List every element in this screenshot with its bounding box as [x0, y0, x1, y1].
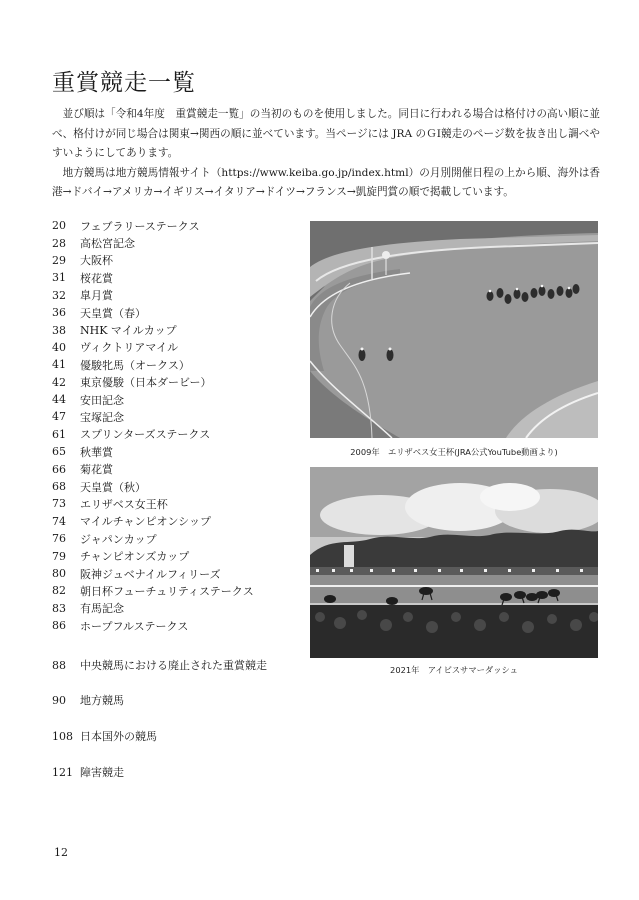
toc-page-number: 108 [52, 729, 73, 743]
toc-page-number: 90 [52, 693, 66, 707]
toc-race-name: 阪神ジュベナイルフィリーズ [80, 567, 221, 581]
toc-race-name: ヴィクトリアマイル [80, 341, 179, 355]
toc-row[interactable] [52, 304, 302, 321]
section-link-abolished[interactable] [52, 656, 302, 674]
toc-page-number: 66 [52, 462, 66, 476]
toc-race-name: 有馬記念 [80, 602, 124, 616]
toc-page-number: 76 [52, 532, 66, 546]
toc-row[interactable] [52, 356, 302, 373]
toc-row[interactable] [52, 339, 302, 356]
toc-race-name: NHK マイルカップ [80, 324, 177, 338]
toc-page-number: 86 [52, 619, 66, 633]
toc-row[interactable] [52, 217, 302, 234]
toc-section-name: 中央競馬における廃止された重賞競走 [80, 659, 267, 672]
toc-row[interactable] [52, 391, 302, 408]
toc-row[interactable] [52, 374, 302, 391]
toc-page-number: 88 [52, 658, 66, 672]
toc-row[interactable] [52, 287, 302, 304]
intro-text [52, 105, 600, 203]
intro-paragraph-1: 並び順は「令和4年度 重賞競走一覧」の当初のものを使用しました。同日に行われる場合は格付けの高い順に並べ、格付けが同じ場合は関東→関西の順に並べています。当ページには JRA のＧⅠ競走のページ数を抜き出し調べやすいようにしてあります。 [52, 108, 600, 159]
toc-race-name: 東京優駿（日本ダービー） [80, 376, 212, 390]
toc-race-name: 天皇賞（秋） [80, 480, 146, 494]
section-link-steeplechase[interactable] [52, 763, 302, 781]
toc-row[interactable] [52, 408, 302, 425]
toc-row[interactable] [52, 234, 302, 251]
toc-row[interactable] [52, 252, 302, 269]
toc-race-name: 優駿牝馬（オークス） [80, 358, 190, 372]
toc-page-number: 83 [52, 601, 66, 615]
toc-race-name: エリザベス女王杯 [80, 497, 168, 511]
toc-race-name: 菊花賞 [80, 463, 113, 477]
toc-page-number: 47 [52, 410, 66, 424]
toc-page-number: 79 [52, 549, 66, 563]
intro-paragraph-2: 地方競馬は地方競馬情報サイト（https://www.keiba.go.jp/index.html）の月別開催日程の上から順、海外は香港→ドバイ→アメリカ→イギリス→イタリア→ドイツ→フランス→凱旋門賞の順で掲載しています。 [52, 166, 600, 198]
toc-race-name: 桜花賞 [80, 271, 113, 285]
toc-page-number: 40 [52, 340, 66, 354]
toc-race-name: ホープフルステークス [80, 619, 189, 633]
page-title: 重賞競走一覧 [52, 70, 196, 96]
toc-row[interactable] [52, 321, 302, 338]
toc-page-number: 74 [52, 514, 66, 528]
toc-page-number: 80 [52, 567, 66, 580]
toc-row[interactable] [52, 513, 302, 530]
page-number: 12 [54, 846, 68, 859]
toc-row[interactable] [52, 530, 302, 547]
toc-row[interactable] [52, 460, 302, 477]
section-link-overseas[interactable] [52, 727, 302, 745]
toc-page-number: 41 [52, 358, 66, 372]
toc-page-number: 61 [52, 427, 66, 441]
toc-page-number: 28 [52, 236, 66, 250]
toc-race-name: 大阪杯 [80, 254, 113, 268]
toc-race-name: 高松宮記念 [80, 237, 135, 251]
toc-race-name: マイルチャンピオンシップ [80, 515, 211, 529]
toc-race-name: フェブラリーステークス [80, 219, 200, 233]
toc-row[interactable] [52, 617, 302, 634]
photo-caption: 2009年 エリザベス女王杯(JRA公式YouTube動画より) [350, 447, 558, 457]
toc-page-number: 20 [52, 219, 66, 233]
toc-row[interactable] [52, 547, 302, 564]
toc-section-name: 日本国外の競馬 [80, 730, 157, 743]
toc-page-number: 42 [52, 375, 66, 389]
toc-row[interactable] [52, 495, 302, 512]
toc-row[interactable] [52, 443, 302, 460]
section-link-local-racing[interactable] [52, 691, 302, 709]
toc-race-name: 宝塚記念 [80, 410, 124, 424]
toc-race-name: 天皇賞（春） [80, 306, 146, 320]
toc-page-number: 32 [52, 288, 66, 302]
toc-page-number: 31 [52, 271, 66, 285]
toc-page-number: 65 [52, 445, 66, 459]
toc-section-name: 地方競馬 [80, 694, 124, 707]
toc-race-name: 朝日杯フューチュリティステークス [80, 584, 254, 598]
toc-page-number: 38 [52, 323, 66, 337]
toc-row[interactable] [52, 565, 302, 582]
toc-race-name: 皐月賞 [80, 289, 113, 303]
toc-race-name: 安田記念 [80, 393, 124, 407]
toc-page-number: 121 [52, 765, 73, 779]
photo-caption: 2021年 アイビスサマーダッシュ [390, 665, 518, 675]
toc-page-number: 44 [52, 393, 66, 407]
toc-race-name: 秋華賞 [80, 445, 113, 459]
toc-page-number: 73 [52, 497, 66, 511]
gi-race-list [52, 217, 302, 634]
toc-row[interactable] [52, 269, 302, 286]
toc-row[interactable] [52, 582, 302, 599]
toc-page-number: 82 [52, 584, 66, 598]
toc-page-number: 29 [52, 253, 66, 267]
toc-row[interactable] [52, 600, 302, 617]
toc-race-name: スプリンターズステークス [80, 428, 211, 442]
toc-row[interactable] [52, 426, 302, 443]
toc-section-name: 障害競走 [80, 766, 124, 779]
toc-page-number: 68 [52, 480, 66, 494]
toc-page-number: 36 [52, 306, 66, 320]
toc-race-name: チャンピオンズカップ [80, 550, 190, 564]
toc-row[interactable] [52, 478, 302, 495]
sprint-race-photo [310, 467, 598, 658]
racecourse-aerial-photo [310, 221, 598, 438]
toc-race-name: ジャパンカップ [80, 532, 157, 546]
